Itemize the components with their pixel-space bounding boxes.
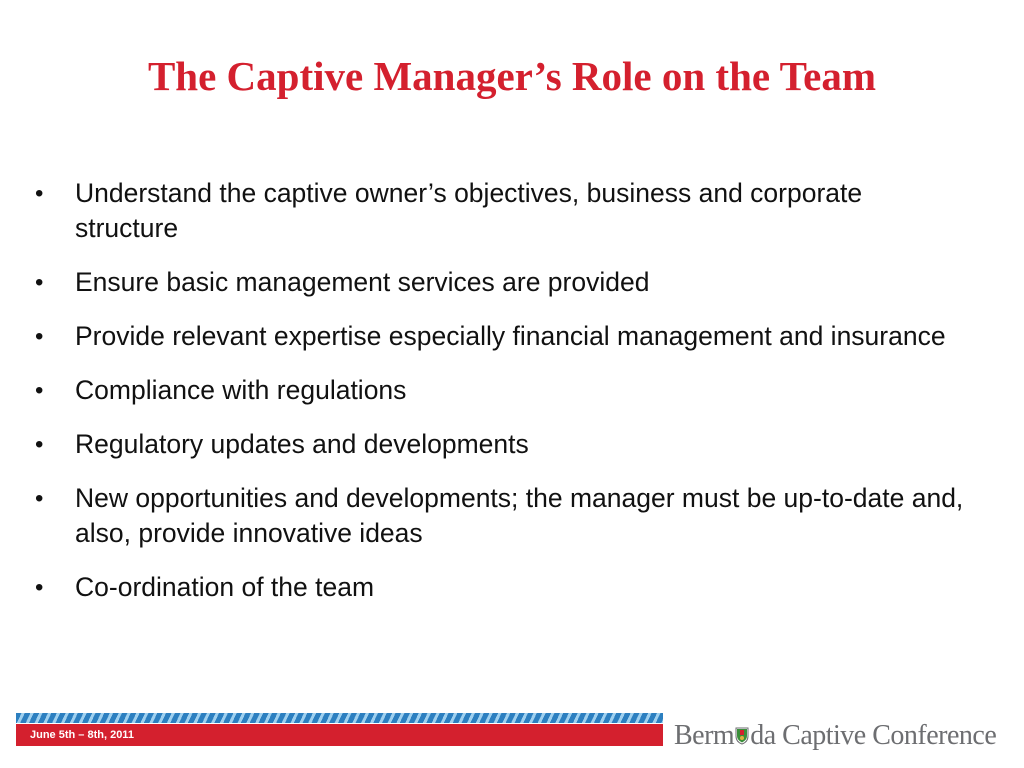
bullet-icon: • bbox=[35, 269, 44, 296]
brand-text-part1: Berm bbox=[674, 720, 735, 751]
bullet-icon: • bbox=[35, 485, 44, 512]
bullet-text: Understand the captive owner’s objectives, business and corporate structure bbox=[75, 178, 863, 243]
list-item bbox=[35, 570, 965, 605]
bullet-icon: • bbox=[35, 180, 44, 207]
brand-text-part2: da Captive Conference bbox=[750, 720, 997, 751]
bermuda-crest-icon bbox=[735, 720, 749, 738]
footer-stripe-band bbox=[16, 713, 663, 723]
bullet-icon: • bbox=[35, 431, 44, 458]
list-item bbox=[35, 319, 965, 354]
bullet-icon: • bbox=[35, 323, 44, 350]
list-item bbox=[35, 373, 965, 408]
bullet-list bbox=[35, 176, 965, 624]
footer-date: June 5th – 8th, 2011 bbox=[30, 729, 134, 741]
list-item bbox=[35, 265, 965, 300]
list-item bbox=[35, 427, 965, 462]
bullet-icon: • bbox=[35, 377, 44, 404]
bullet-text: New opportunities and developments; the manager must be up-to-date and, also, provide innovative ideas bbox=[75, 483, 964, 548]
bullet-text: Co-ordination of the team bbox=[75, 572, 375, 602]
bullet-text: Ensure basic management services are provided bbox=[75, 267, 650, 297]
list-item bbox=[35, 176, 965, 246]
bullet-text: Provide relevant expertise especially financial management and insurance bbox=[75, 321, 946, 351]
slide-title: The Captive Manager’s Role on the Team bbox=[147, 53, 877, 99]
bullet-text: Regulatory updates and developments bbox=[75, 429, 529, 459]
conference-logo bbox=[674, 719, 1014, 753]
list-item bbox=[35, 481, 965, 551]
footer-date-bar bbox=[16, 724, 663, 746]
bullet-text: Compliance with regulations bbox=[75, 375, 407, 405]
bullet-icon: • bbox=[35, 574, 44, 601]
